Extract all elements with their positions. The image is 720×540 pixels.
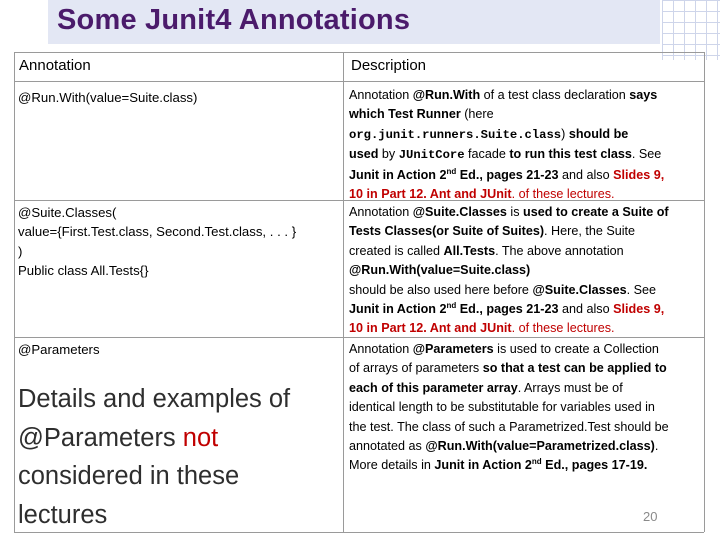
decorative-grid: [662, 0, 720, 60]
annotation-parameters: @Parameters: [18, 342, 100, 357]
slide-title: Some Junit4 Annotations: [57, 4, 411, 36]
column-divider: [343, 52, 344, 532]
header-annotation: Annotation: [19, 57, 91, 74]
annotation-run-with: @Run.With(value=Suite.class): [18, 90, 198, 105]
header-bottom-border: [14, 81, 704, 82]
parameters-note: Details and examples of @Parameters not considered in these lectures: [18, 385, 291, 529]
page-number: 20: [643, 509, 658, 524]
table-right-border: [704, 52, 705, 532]
header-description: Description: [351, 57, 427, 74]
description-parameters: Annotation @Parameters is used to create a Collection of arrays of parameters so that a test can be applied to each of this parameter array. Arrays must be of identical length to be substitutable for variables used in the test. The class of such a Parametrized.Test should be annotated as @Run.With(value=Parametrized.class). More details in Junit in Action 2nd Ed., pages 17-19.: [349, 342, 669, 473]
table-top-border: [14, 52, 704, 53]
description-suite-classes: Annotation @Suite.Classes is used to create a Suite of Tests Classes(or Suite of Suites). Here, the Suite created is called All.Tests. The above annotation @Run.With(value=Suite.class) should be also used here before @Suite.Classes. See Junit in Action 2nd Ed., pages 21-23 and also Slides 9, 10 in Part 12. Ant and JUnit. of these lectures.: [349, 205, 669, 336]
table-left-border: [14, 52, 15, 532]
annotation-suite-classes: @Suite.Classes( value={First.Test.class, Second.Test.class, . . . } ) Public class All.Tests{}: [18, 205, 297, 279]
description-run-with: Annotation @Run.With of a test class declaration says which Test Runner (here org.junit.runners.Suite.class) should be used by JUnitCore facade to run this test class. See Junit in Action 2nd Ed., pages 21-23 and also Slides 9, 10 in Part 12. Ant and JUnit. of these lectures.: [349, 88, 665, 202]
